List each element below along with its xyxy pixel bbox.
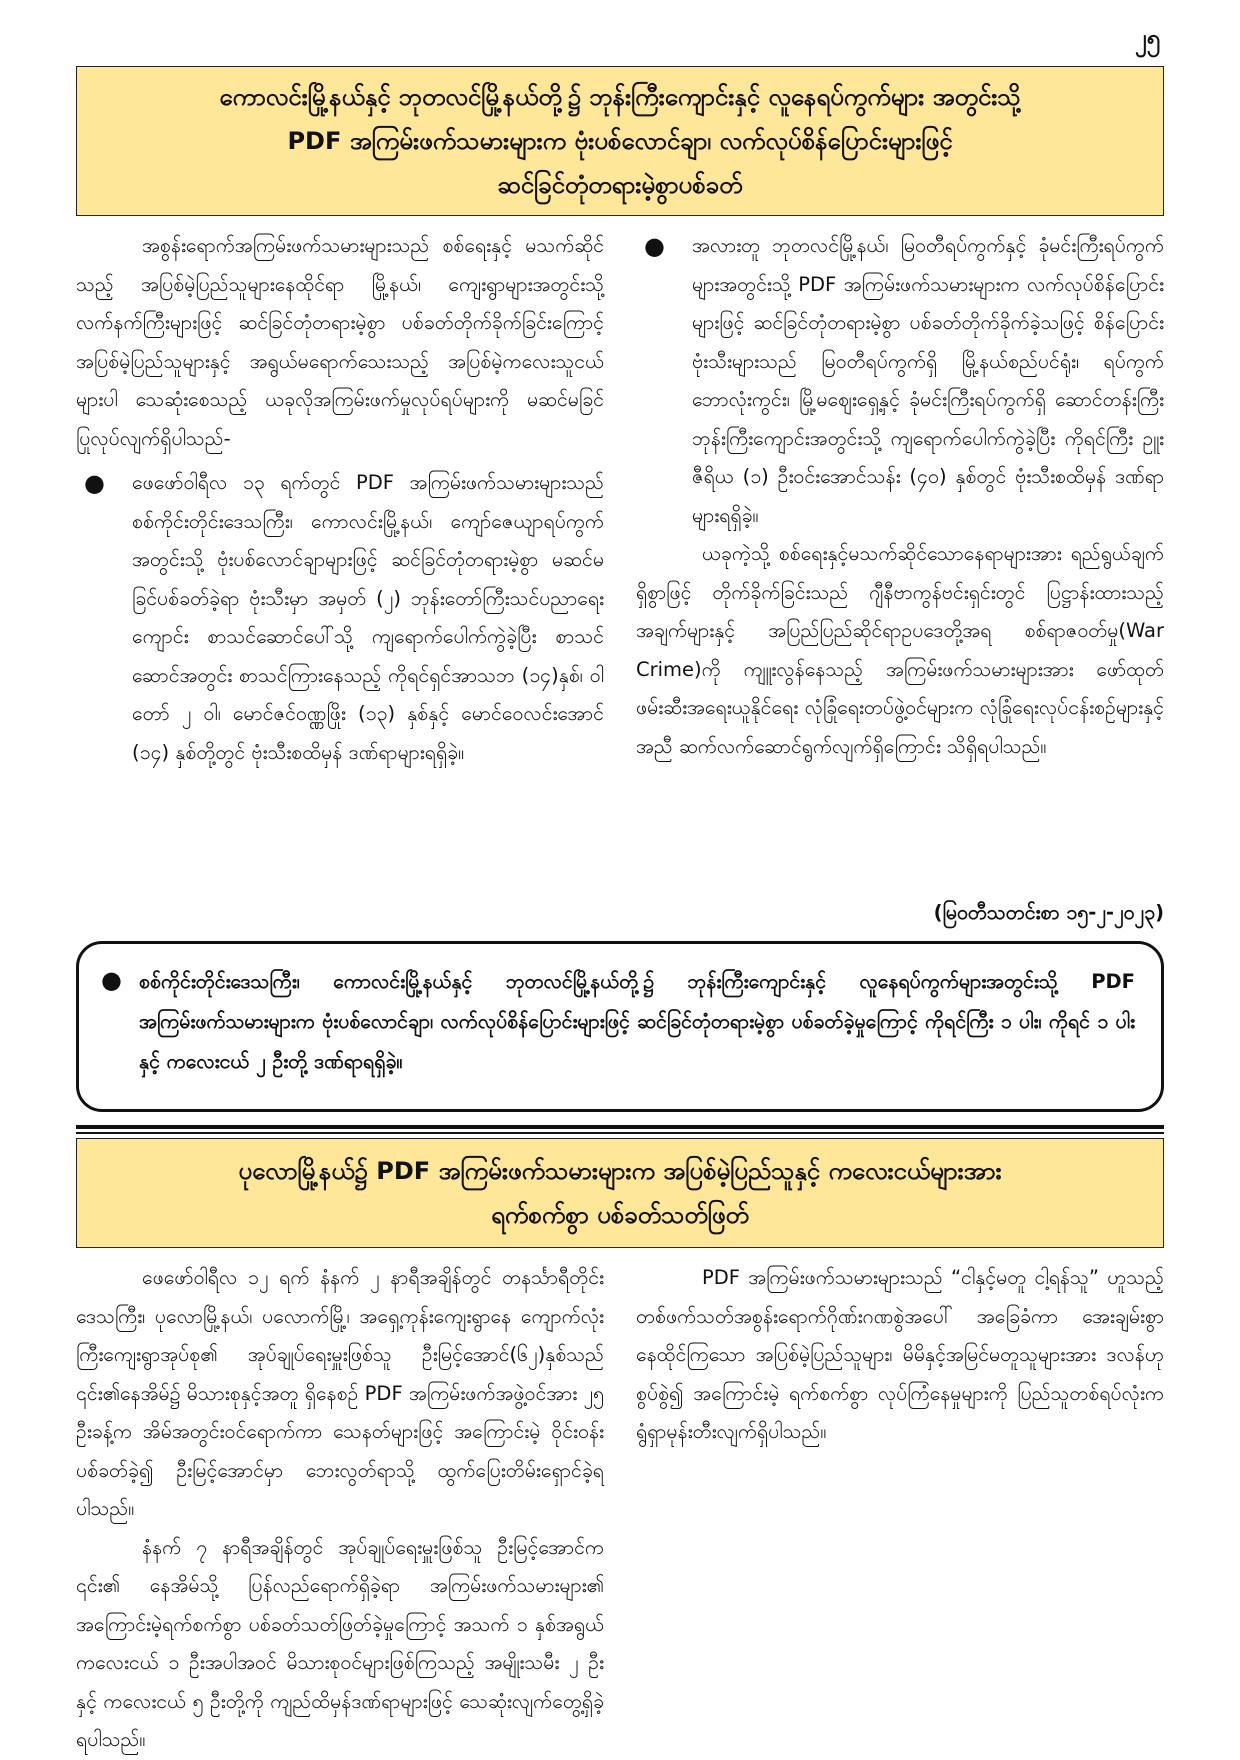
- bullet-icon: ●: [101, 966, 122, 994]
- bullet-text: ဖေဖော်ဝါရီလ ၁၃ ရက်တွင် PDF အကြမ်းဖက်သမားများသည် စစ်ကိုင်းတိုင်းဒေသကြီး၊ ကောလင်းမြို့နယ်၊ ကျော်ဇေယျာရပ်ကွက်အတွင်းသို့ ဗုံးပစ်လောင်ချာများဖြင့် ဆင်ခြင်တုံတရားမဲ့စွာ မဆင်မခြင်ပစ်ခတ်ခဲ့ရာ ဗုံးသီးမှာ အမှတ် (၂) ဘုန်းတော်ကြီးသင်ပညာရေးကျောင်း စာသင်ဆောင်ပေါ်သို့ ကျရောက်ပေါက်ကွဲခဲ့ပြီး စာသင်ဆောင်အတွင်း စာသင်ကြားနေသည့် ကိုရင်ရှင်အာသဘ (၁၄)နှစ်၊ ဝါတော် ၂ ဝါ၊ မောင်ဇင်ဝဏ္ဏဖြိုး (၁၃) နှစ်နှင့် မောင်ဝေလင်းအောင် (၁၄) နှစ်တို့တွင် ဗုံးသီးစထိမှန် ဒဏ်ရာများရရှိခဲ့။: [132, 471, 604, 764]
- article-1-left-column: [76, 227, 604, 772]
- list-item: [76, 464, 604, 772]
- title-line: ဆင်ခြင်တုံတရားမဲ့စွာပစ်ခတ်: [497, 171, 743, 199]
- bullet-icon: ●: [84, 469, 105, 497]
- title-line: PDF အကြမ်းဖက်သမားများက ဗုံးပစ်လောင်ချာ၊ လက်လုပ်စိန်ပြောင်းများဖြင့်: [287, 127, 953, 155]
- article-2-paragraph: PDF အကြမ်းဖက်သမားများသည် “ငါနှင့်မတူ ငါ့ရန်သူ” ဟူသည့် တစ်ဖက်သတ်အစွန်းရောက်ဂိုဏ်းဂဏစွဲအပေါ် အခြေခံကာ အေးချမ်းစွာနေထိုင်ကြသော အပြစ်မဲ့ပြည်သူများ၊ မိမိနှင့်အမြင်မတူသူများအား ဒလန်ဟုစွပ်စွဲ၍ အကြောင်းမဲ့ ရက်စက်စွာ လုပ်ကြံနေမှုများကို ပြည်သူတစ်ရပ်လုံးက ရွံရှာမုန်းတီးလျက်ရှိပါသည်။: [636, 1266, 1164, 1443]
- bullet-text: အလားတူ ဘုတလင်မြို့နယ်၊ မြဝတီရပ်ကွက်နှင့် ခုံမင်းကြီးရပ်ကွက်များအတွင်းသို့ PDF အကြမ်းဖက်သမားများက လက်လုပ်စိန်ပြောင်းများဖြင့် ဆင်ခြင်တုံတရားမဲ့စွာ ပစ်ခတ်တိုက်ခိုက်ခဲ့သဖြင့် စိန်ပြောင်းဗုံးသီးများသည် မြဝတီရပ်ကွက်ရှိ မြို့နယ်စည်ပင်ရုံး၊ ရပ်ကွက်ဘောလုံးကွင်း၊ မြို့မဈေးရှေ့နှင့် ခုံမင်းကြီးရပ်ကွက်ရှိ ဆောင်တန်းကြီးဘုန်းကြီးကျောင်းအတွင်းသို့ ကျရောက်ပေါက်ကွဲခဲ့ပြီး ကိုရင်ကြီး ဥူးဇီရိယ (၁) ဦးဝင်းအောင်သန်း (၄၀) နှစ်တွင် ဗုံးသီးစထိမှန် ဒဏ်ရာများရရှိခဲ့။: [692, 234, 1164, 527]
- article-2-paragraph: ဖေဖော်ဝါရီလ ၁၂ ရက် နံနက် ၂ နာရီအချိန်တွင် တနင်္သာရီတိုင်းဒေသကြီး၊ ပုလောမြို့နယ်၊ ပလောက်မြို့၊ အရှေ့ကုန်းကျေးရွာနေ ကျောက်လုံးကြီးကျေးရွာအုပ်စု၏ အုပ်ချုပ်ရေးမှူးဖြစ်သူ ဦးမြင့်အောင်(၆၂)နှစ်သည် ၎င်း၏နေအိမ်၌ မိသားစုနှင့်အတူ ရှိနေစဉ် PDF အကြမ်းဖက်အဖွဲ့ဝင်အား ၂၅ ဦးခန့်က အိမ်အတွင်းဝင်ရောက်ကာ သေနတ်များဖြင့် အကြောင်းမဲ့ ဝိုင်းဝန်းပစ်ခတ်ခဲ့၍ ဦးမြင့်အောင်မှာ ဘေးလွတ်ရာသို့ ထွက်ပြေးတိမ်းရှောင်ခဲ့ရပါသည်။: [76, 1266, 604, 1520]
- article-2-paragraph: နံနက် ၇ နာရီအချိန်တွင် အုပ်ချုပ်ရေးမှူးဖြစ်သူ ဦးမြင့်အောင်က ၎င်း၏ နေအိမ်သို့ ပြန်လည်ရောက်ရှိခဲ့ရာ အကြမ်းဖက်သမားများ၏ အကြောင်းမဲ့ရက်စက်စွာ ပစ်ခတ်သတ်ဖြတ်ခဲ့မှုကြောင့် အသက် ၁ နှစ်အရွယ် ကလေးငယ် ၁ ဦးအပါအဝင် မိသားစုဝင်များဖြစ်ကြသည့် အမျိုးသမီး ၂ ဦးနှင့် ကလေးငယ် ၅ ဦးတို့ကို ကျည်ထိမှန်ဒဏ်ရာများဖြင့် သေဆုံးလျက်တွေ့ရှိခဲ့ရပါသည်။: [76, 1535, 604, 1751]
- article-1-right-column: [636, 227, 1164, 766]
- article-1-title: [76, 66, 1164, 216]
- list-item: [636, 227, 1164, 535]
- highlight-text: စစ်ကိုင်းတိုင်းဒေသကြီး၊ ကောလင်းမြို့နယ်နှင့် ဘုတလင်မြို့နယ်တို့၌ ဘုန်းကြီးကျောင်းနှင့် လူနေရပ်ကွက်များအတွင်းသို့ PDF အကြမ်းဖက်သမားများက ဗုံးပစ်လောင်ချာ၊ လက်လုပ်စိန်ပြောင်းများဖြင့် ဆင်ခြင်တုံတရားမဲ့စွာ ပစ်ခတ်ခဲ့မှုကြောင့် ကိုရင်ကြီး ၁ ပါး၊ ကိုရင် ၁ ပါး နှင့် ကလေးငယ် ၂ ဦးတို့ ဒဏ်ရာရရှိခဲ့။: [139, 970, 1135, 1073]
- article-1-closing: ယခုကဲ့သို့ စစ်ရေးနှင့်မသက်ဆိုင်သောနေရာများအား ရည်ရွယ်ချက်ရှိစွာဖြင့် တိုက်ခိုက်ခြင်းသည် ဂျီနီဗာကွန်ဗင်းရှင်းတွင် ပြဋ္ဌာန်းထားသည့်အချက်များနှင့် အပြည်ပြည်ဆိုင်ရာဥပဒေတို့အရ စစ်ရာဇဝတ်မှု(War Crime)ကို ကျူးလွန်နေသည့် အကြမ်းဖက်သမားများအား ဖော်ထုတ်ဖမ်းဆီးအရေးယူနိုင်ရေး လုံခြုံရေးတပ်ဖွဲ့ဝင်များက လုံခြုံရေးလုပ်ငန်းစဉ်များနှင့်အညီ ဆက်လက်ဆောင်ရွက်လျက်ရှိကြောင်း သိရှိရပါသည်။: [636, 542, 1164, 758]
- title-line: ပုလောမြို့နယ်၌ PDF အကြမ်းဖက်သမားများက အပြစ်မဲ့ပြည်သူနှင့် ကလေးငယ်များအား: [238, 1157, 1002, 1185]
- article-2-title: [76, 1138, 1164, 1248]
- page-number: ၂၅: [1134, 24, 1160, 52]
- title-line: ရက်စက်စွာ ပစ်ခတ်သတ်ဖြတ်: [491, 1201, 749, 1229]
- bullet-icon: ●: [644, 232, 665, 260]
- section-divider: [76, 1132, 1164, 1134]
- article-2-right-column: [636, 1259, 1164, 1452]
- highlight-summary-box: [76, 941, 1164, 1112]
- article-2-left-column: [76, 1259, 604, 1760]
- article-1-intro: အစွန်းရောက်အကြမ်းဖက်သမားများသည် စစ်ရေးနှင့် မသက်ဆိုင်သည့် အပြစ်မဲ့ပြည်သူများနေထိုင်ရာ မြို့နယ်၊ ကျေးရွာများအတွင်းသို့ လက်နက်ကြီးများဖြင့် ဆင်ခြင်တုံတရားမဲ့စွာ ပစ်ခတ်တိုက်ခိုက်ခြင်းကြောင့် အပြစ်မဲ့ပြည်သူများနှင့် အရွယ်မရောက်သေးသည့် အပြစ်မဲ့ကလေးသူငယ်များပါ သေဆုံးစေသည့် ယခုလိုအကြမ်းဖက်မှုလုပ်ရပ်များကို မဆင်မခြင် ပြုလုပ်လျက်ရှိပါသည်-: [76, 234, 604, 450]
- source-citation: (မြဝတီသတင်းစာ ၁၅-၂-၂၀၂၃): [933, 901, 1164, 924]
- title-line: ကောလင်းမြို့နယ်နှင့် ဘုတလင်မြို့နယ်တို့၌ ဘုန်းကြီးကျောင်းနှင့် လူနေရပ်ကွက်များ အတွင်းသို့: [219, 83, 1021, 111]
- section-divider: [76, 1125, 1164, 1129]
